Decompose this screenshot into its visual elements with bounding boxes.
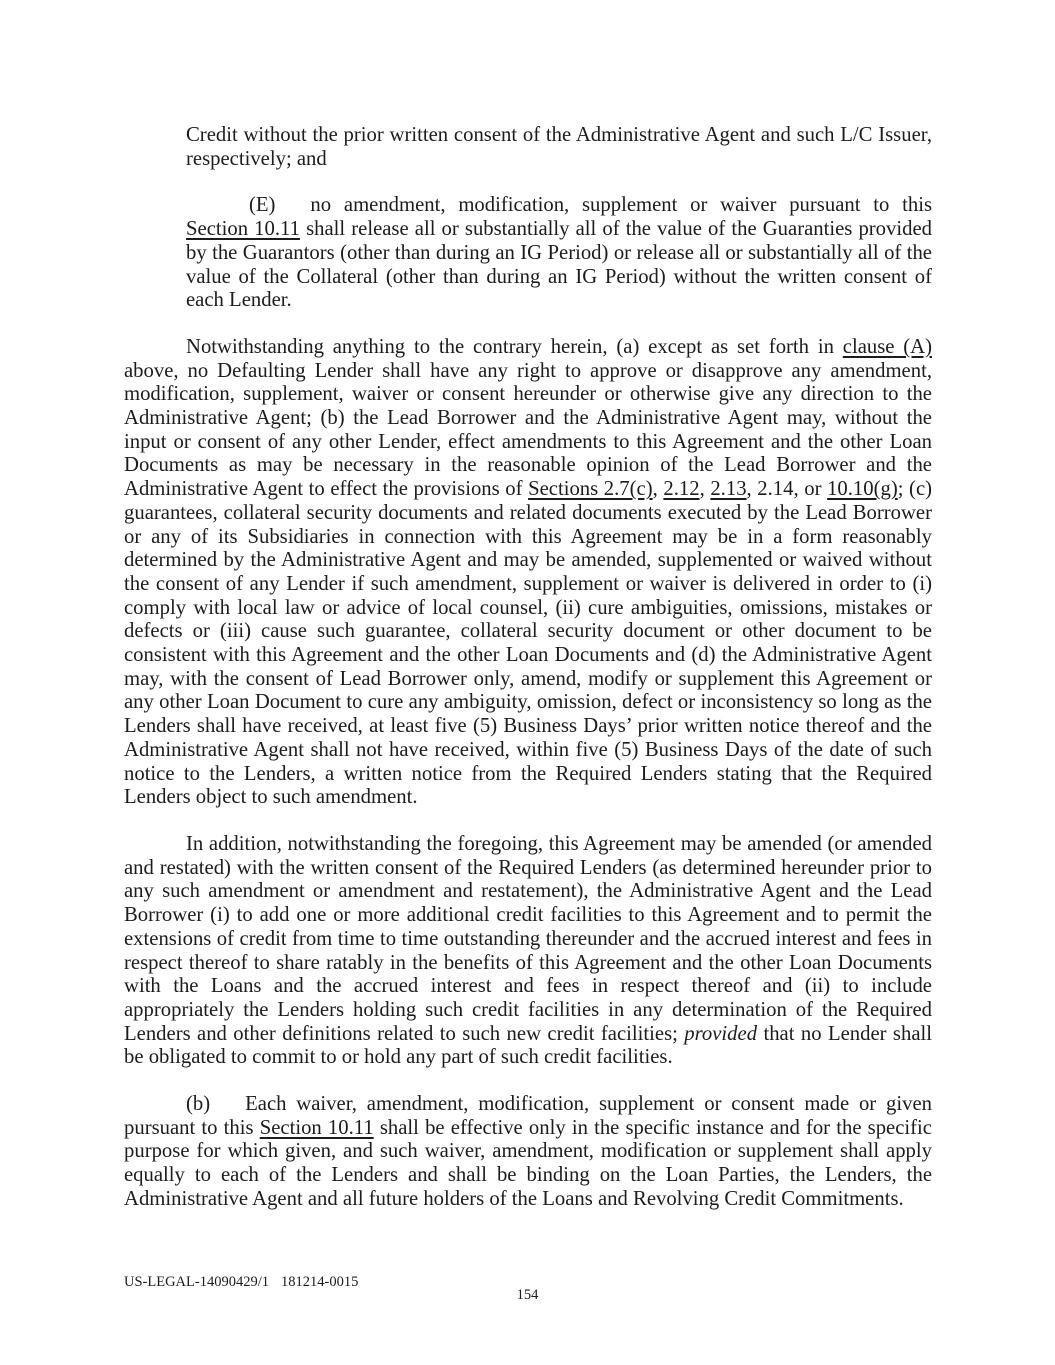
paragraph-continuation: Credit without the prior written consent of the Administrative Agent and such L/C Issuer, respectively; and [186,124,932,170]
paragraph-clause-b: (b) Each waiver, amendment, modification, supplement or consent made or given pursuant to this Section 10.11 shall be effective only in the specific instance and for the specific purpose for which given, and such waiver, amendment, modification or supplement shall apply equally to each of the Lenders and shall be binding on the Loan Parties, the Lenders, the Administrative Agent and all future holders of the Loans and Revolving Credit Commitments. [124,1093,932,1210]
page-body [124,124,932,1235]
footer-doc-code: 181214-0015 [281,1274,359,1290]
page-number: 154 [516,1287,539,1303]
paragraph-notwithstanding: Notwithstanding anything to the contrary herein, (a) except as set forth in clause (A) above, no Defaulting Lender shall have any right to approve or disapprove any amendment, modification, supplement, waiver or consent hereunder or otherwise give any direction to the Administrative Agent; (b) the Lead Borrower and the Administrative Agent may, without the input or consent of any other Lender, effect amendments to this Agreement and the other Loan Documents as may be necessary in the reasonable opinion of the Lead Borrower and the Administrative Agent to effect the provisions of Sections 2.7(c), 2.12, 2.13, 2.14, or 10.10(g); (c) guarantees, collateral security documents and related documents executed by the Lead Borrower or any of its Subsidiaries in connection with this Agreement may be in a form reasonably determined by the Administrative Agent and may be amended, supplemented or waived without the consent of any Lender if such amendment, supplement or waiver is delivered in order to (i) comply with local law or advice of local counsel, (ii) cure ambiguities, omissions, mistakes or defects or (iii) cause such guarantee, collateral security document or other document to be consistent with this Agreement and the other Loan Documents and (d) the Administrative Agent may, with the consent of Lead Borrower only, amend, modify or supplement this Agreement or any other Loan Document to cure any ambiguity, omission, defect or inconsistency so long as the Lenders shall have received, at least five (5) Business Days’ prior written notice thereof and the Administrative Agent shall not have received, within five (5) Business Days of the date of such notice to the Lenders, a written notice from the Required Lenders stating that the Required Lenders object to such amendment. [124,335,933,809]
paragraph-clause-e: (E) no amendment, modification, supplement or waiver pursuant to this Section 10.11 shall release all or substantially all of the value of the Guaranties provided by the Guarantors (other than during an IG Period) or release all or substantially all of the value of the Collateral (other than during an IG Period) without the written consent of each Lender. [186,194,932,312]
paragraph-in-addition: In addition, notwithstanding the foregoing, this Agreement may be amended (or amended and restated) with the written consent of the Required Lenders (as determined hereunder prior to any such amendment or amendment and restatement), the Administrative Agent and the Lead Borrower (i) to add one or more additional credit facilities to this Agreement and to permit the extensions of credit from time to time outstanding thereunder and the accrued interest and fees in respect thereof to share ratably in the benefits of this Agreement and the other Loan Documents with the Loans and the accrued interest and fees in respect thereof and (ii) to include appropriately the Lenders holding such credit facilities in any determination of the Required Lenders and other definitions related to such new credit facilities; provided that no Lender shall be obligated to commit to or hold any part of such credit facilities. [124,832,933,1069]
footer-doc-id: US-LEGAL-14090429/1 [124,1274,269,1290]
